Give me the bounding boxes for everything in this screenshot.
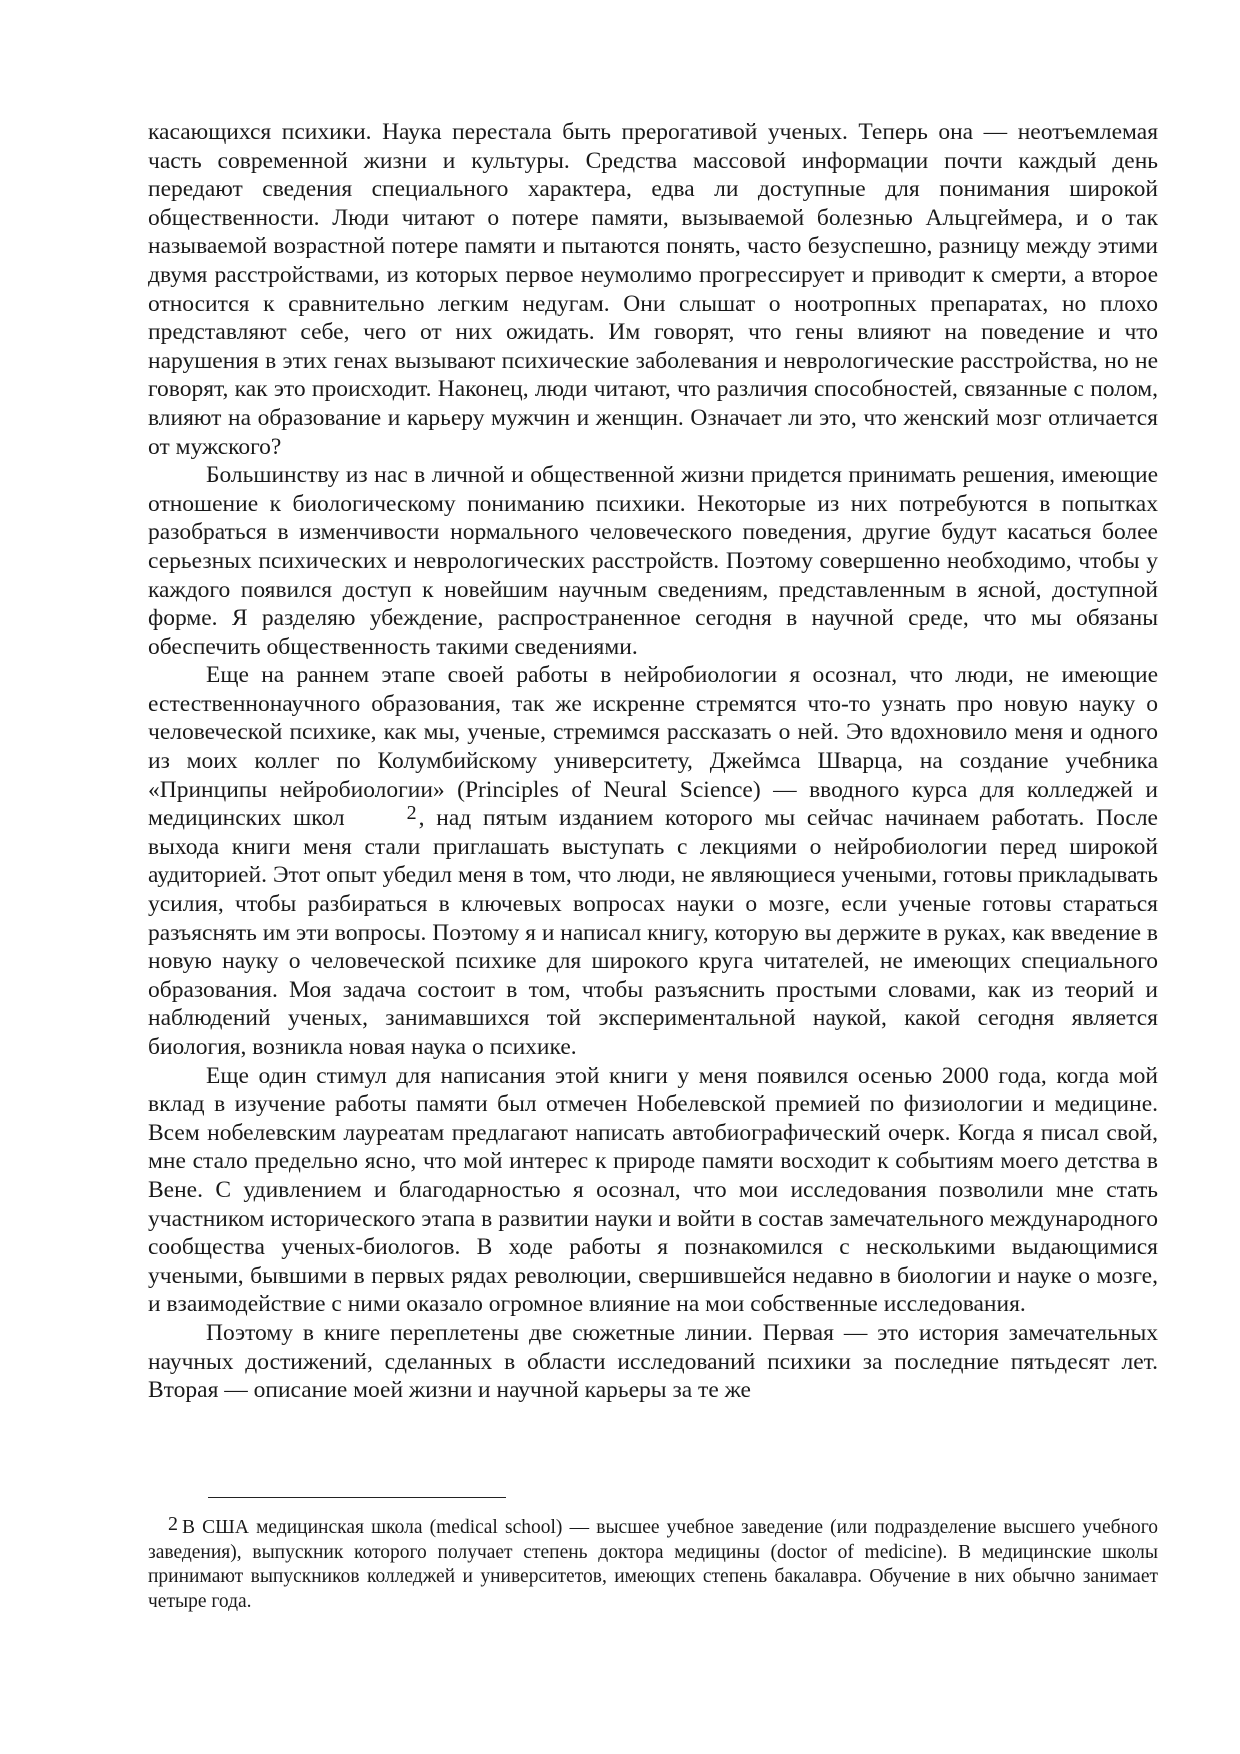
footnote-mark: 2 [168,1513,178,1535]
paragraph-3 [148,661,1158,1061]
paragraph-3-part-2: , над пятым изданием которого мы сейчас начинаем работать. После выхода книги меня стали приглашать выступать с лекциями о нейробиологии перед широкой аудиторией. Этот опыт убедил меня в том, что люди, не являющиеся учеными, готовы прикладывать усилия, чтобы разбираться в ключевых вопросах науки о мозге, если ученые готовы стараться разъяснять им эти вопросы. Поэтому я и написал книгу, которую вы держите в руках, как введение в новую науку о человеческой психике для широкого круга читателей, не имеющих специального образования. Моя задача состоит в том, чтобы разъяснить простыми словами, как из теорий и наблюдений ученых, занимавшихся той экспериментальной наукой, какой сегодня является биология, возникла новая наука о психике. [148,805,1158,1060]
paragraph-4: Еще один стимул для написания этой книги у меня появился осенью 2000 года, когда мой вклад в изучение работы памяти был отмечен Нобелевской премией по физиологии и медицине. Всем нобелевским лауреатам предлагают написать автобиографический очерк. Когда я писал свой, мне стало предельно ясно, что мой интерес к природе памяти восходит к событиям моего детства в Вене. С удивлением и благодарностью я осознал, что мои исследования позволили мне стать участником исторического этапа в развитии науки и войти в состав замечательного международного сообщества ученых-биологов. В ходе работы я познакомился с несколькими выдающимися учеными, бывшими в первых рядах революции, свершившейся недавно в биологии и науке о мозге, и взаимодействие с ними оказало огромное влияние на мои собственные исследования. [148,1062,1158,1318]
paragraph-5: Поэтому в книге переплетены две сюжетные линии. Первая — это история замечательных научных достижений, сделанных в области исследований психики за последние пятьдесят лет. Вторая — описание моей жизни и научной карьеры за те же [148,1319,1158,1404]
footnote [148,1513,1158,1614]
paragraph-2: Большинству из нас в личной и общественной жизни придется принимать решения, имеющие отношение к биологическому пониманию психики. Некоторые из них потребуются в попытках разобраться в изменчивости нормального человеческого поведения, другие будут касаться более серьезных психических и неврологических расстройств. Поэтому совершенно необходимо, чтобы у каждого появился доступ к новейшим научным сведениям, представленным в ясной, доступной форме. Я разделяю убеждение, распространенное сегодня в научной среде, что мы обязаны обеспечить общественность такими сведениями. [148,462,1158,660]
paragraph-1: касающихся психики. Наука перестала быть прерогативой ученых. Теперь она — неотъемлемая часть современной жизни и культуры. Средства массовой информации почти каждый день передают сведения специального характера, едва ли доступные для понимания широкой общественности. Люди читают о потере памяти, вызываемой болезнью Альцгеймера, и о так называемой возрастной потере памяти и пытаются понять, часто безуспешно, разницу между этими двумя расстройствами, из которых первое неумолимо прогрессирует и приводит к смерти, а второе относится к сравнительно легким недугам. Они слышат о ноотропных препаратах, но плохо представляют себе, чего от них ожидать. Им говорят, что гены влияют на поведение и что нарушения в этих генах вызывают психические заболевания и неврологические расстройства, но не говорят, как это происходит. Наконец, люди читают, что различия способностей, связанные с полом, влияют на образование и карьеру мужчин и женщин. Означает ли это, что женский мозг отличается от мужского? [148,119,1158,460]
footnote-text: В США медицинская школа (medical school) — высшее учебное заведение (или подразделение высшего учебного заведения), выпускник которого получает степень доктора медицины (doctor of medicine). В медицинские школы принимают выпускников колледжей и университетов, имеющих степень бакалавра. Обучение в них обычно занимает четыре года. [148,1517,1158,1612]
footnote-divider [208,1497,506,1498]
main-text [148,118,1158,1405]
paragraph-3-part-1: Еще на раннем этапе своей работы в нейробиологии я осознал, что люди, не имеющие естественнонаучного образования, так же искренне стремятся что-то узнать про новую науку о человеческой психике, как мы, ученые, стремимся рассказать о ней. Это вдохновило меня и одного из моих коллег по Колумбийскому университету, Джеймса Шварца, на создание учебника «Принципы нейробиологии» (Principles of Neural Science) — вводного курса для колледжей и медицинских школ [148,662,1158,832]
footnote-reference[interactable]: 2 [406,802,417,825]
